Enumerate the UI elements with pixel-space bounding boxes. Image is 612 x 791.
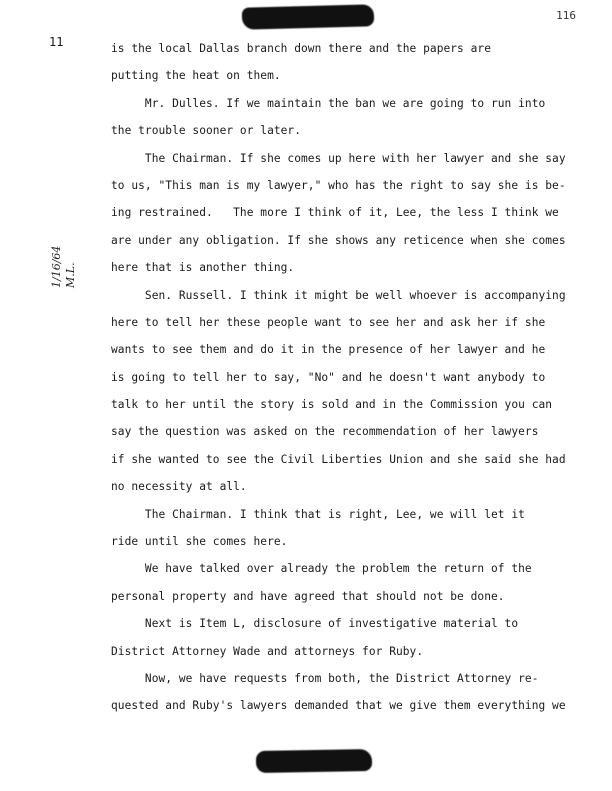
text-line: The Chairman. I think that is right, Lee, we will let it [111, 507, 525, 521]
redaction-bar-bottom [256, 749, 372, 773]
text-line: are under any obligation. If she shows any reticence when she comes [111, 233, 566, 247]
text-line: to us, "This man is my lawyer," who has the right to say she is be- [111, 178, 566, 192]
margin-note-initials: M.L. [64, 262, 77, 288]
text-line: The Chairman. If she comes up here with her lawyer and she say [111, 151, 566, 165]
text-line: We have talked over already the problem the return of the [111, 562, 532, 576]
text-line: Mr. Dulles. If we maintain the ban we are going to run into [111, 96, 546, 110]
text-line: Sen. Russell. I think it might be well whoever is accompanying [111, 288, 566, 302]
text-line: putting the heat on them. [111, 69, 281, 83]
text-line: is the local Dallas branch down there and the papers are [111, 42, 491, 55]
text-line: Next is Item L, disclosure of investigative material to [111, 617, 519, 631]
text-line: is going to tell her to say, "No" and he doesn't want anybody to [111, 370, 546, 384]
text-line: District Attorney Wade and attorneys for Ruby. [111, 644, 424, 658]
text-line: here that is another thing. [111, 261, 295, 275]
text-line: ing restrained. The more I think of it, Lee, the less I think we [111, 206, 559, 220]
text-line: say the question was asked on the recommendation of her lawyers [111, 425, 539, 439]
text-line: no necessity at all. [111, 480, 247, 494]
text-line: talk to her until the story is sold and in the Commission you can [111, 398, 553, 412]
handwritten-margin-note [50, 244, 110, 288]
transcript-body [111, 35, 606, 720]
text-line: if she wanted to see the Civil Liberties Union and she said she had [111, 452, 566, 466]
line-number: 11 [49, 35, 64, 49]
text-line: here to tell her these people want to see her and ask her if she [111, 315, 546, 329]
text-line: Now, we have requests from both, the District Attorney re- [111, 671, 539, 685]
text-line: the trouble sooner or later. [111, 124, 301, 138]
text-line: wants to see them and do it in the presence of her lawyer and he [111, 343, 546, 357]
text-line: personal property and have agreed that should not be done. [111, 589, 505, 603]
page-number: 116 [556, 9, 576, 22]
redaction-bar-top [242, 4, 375, 29]
margin-note-date: 1/16/64 [50, 245, 63, 288]
text-line: quested and Ruby's lawyers demanded that we give them everything we [111, 699, 566, 713]
text-line: ride until she comes here. [111, 535, 288, 549]
